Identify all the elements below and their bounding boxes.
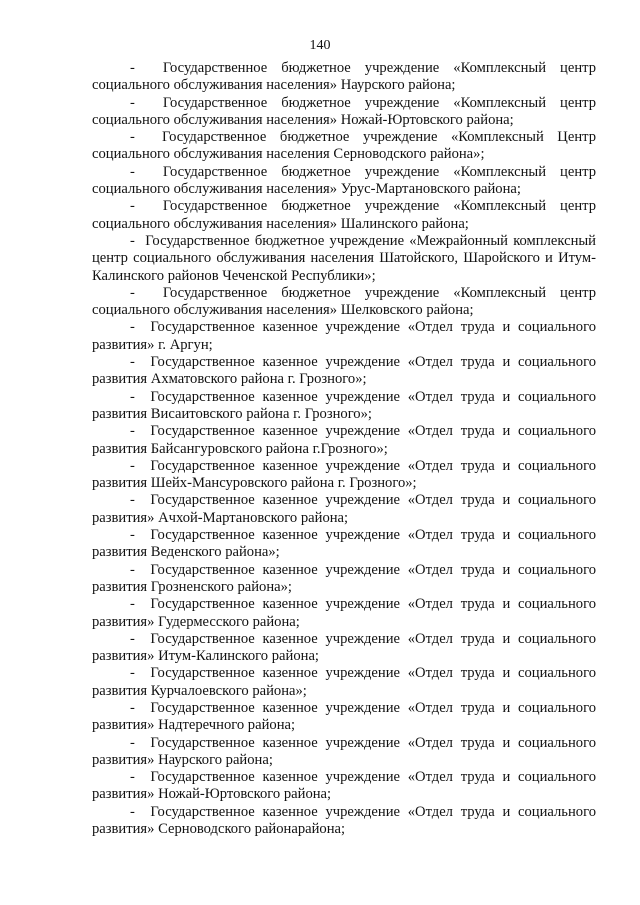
list-item: - Государственное бюджетное учреждение «Комплексный Центр социального обслуживания населения Серноводского района»; [92,129,596,163]
list-item: - Государственное бюджетное учреждение «Комплексный центр социального обслуживания населения» Ножай-Юртовского района; [92,94,596,128]
list-item: - Государственное казенное учреждение «Отдел труда и социального развития» Ачхой-Мартановского района; [92,492,596,526]
list-item: - Государственное казенное учреждение «Отдел труда и социального развития Веденского района»; [92,527,596,561]
list-item: - Государственное казенное учреждение «Отдел труда и социального развития» Серноводского районарайона; [92,803,596,838]
list-item: - Государственное бюджетное учреждение «Межрайонный комплексный центр социального обслуживания населения Шатойского, Шаройского и Итум-Калинского районов Чеченской Республики»; [92,232,596,284]
list-item: - Государственное казенное учреждение «Отдел труда и социального развития Байсангуровского района г.Грозного»; [92,423,596,457]
institution-list [92,60,596,838]
list-item: - Государственное казенное учреждение «Отдел труда и социального развития» Ножай-Юртовского района; [92,769,596,803]
list-item: - Государственное казенное учреждение «Отдел труда и социального развития» Итум-Калинского района; [92,630,596,665]
list-item: - Государственное казенное учреждение «Отдел труда и социального развития Курчалоевского района»; [92,665,596,699]
list-item: - Государственное казенное учреждение «Отдел труда и социального развития Ахматовского района г. Грозного»; [92,354,596,388]
list-item: - Государственное бюджетное учреждение «Комплексный центр социального обслуживания населения» Шалинского района; [92,198,596,232]
list-item: - Государственное казенное учреждение «Отдел труда и социального развития» Гудермесского района; [92,596,596,630]
list-item: - Государственное бюджетное учреждение «Комплексный центр социального обслуживания населения» Урус-Мартановского района; [92,163,596,198]
list-item: - Государственное казенное учреждение «Отдел труда и социального развития Висаитовского района г. Грозного»; [92,388,596,422]
list-item: - Государственное казенное учреждение «Отдел труда и социального развития Грозненского района»; [92,561,596,595]
page-number: 140 [309,38,331,53]
list-item: - Государственное казенное учреждение «Отдел труда и социального развития» Надтеречного района; [92,699,596,734]
list-item: - Государственное бюджетное учреждение «Комплексный центр социального обслуживания населения» Наурского района; [92,60,596,94]
list-item: - Государственное казенное учреждение «Отдел труда и социального развития Шейх-Мансуровского района г. Грозного»; [92,457,596,492]
list-item: - Государственное казенное учреждение «Отдел труда и социального развития» г. Аргун; [92,319,596,353]
list-item: - Государственное бюджетное учреждение «Комплексный центр социального обслуживания населения» Шелковского района; [92,284,596,319]
list-item: - Государственное казенное учреждение «Отдел труда и социального развития» Наурского района; [92,734,596,768]
